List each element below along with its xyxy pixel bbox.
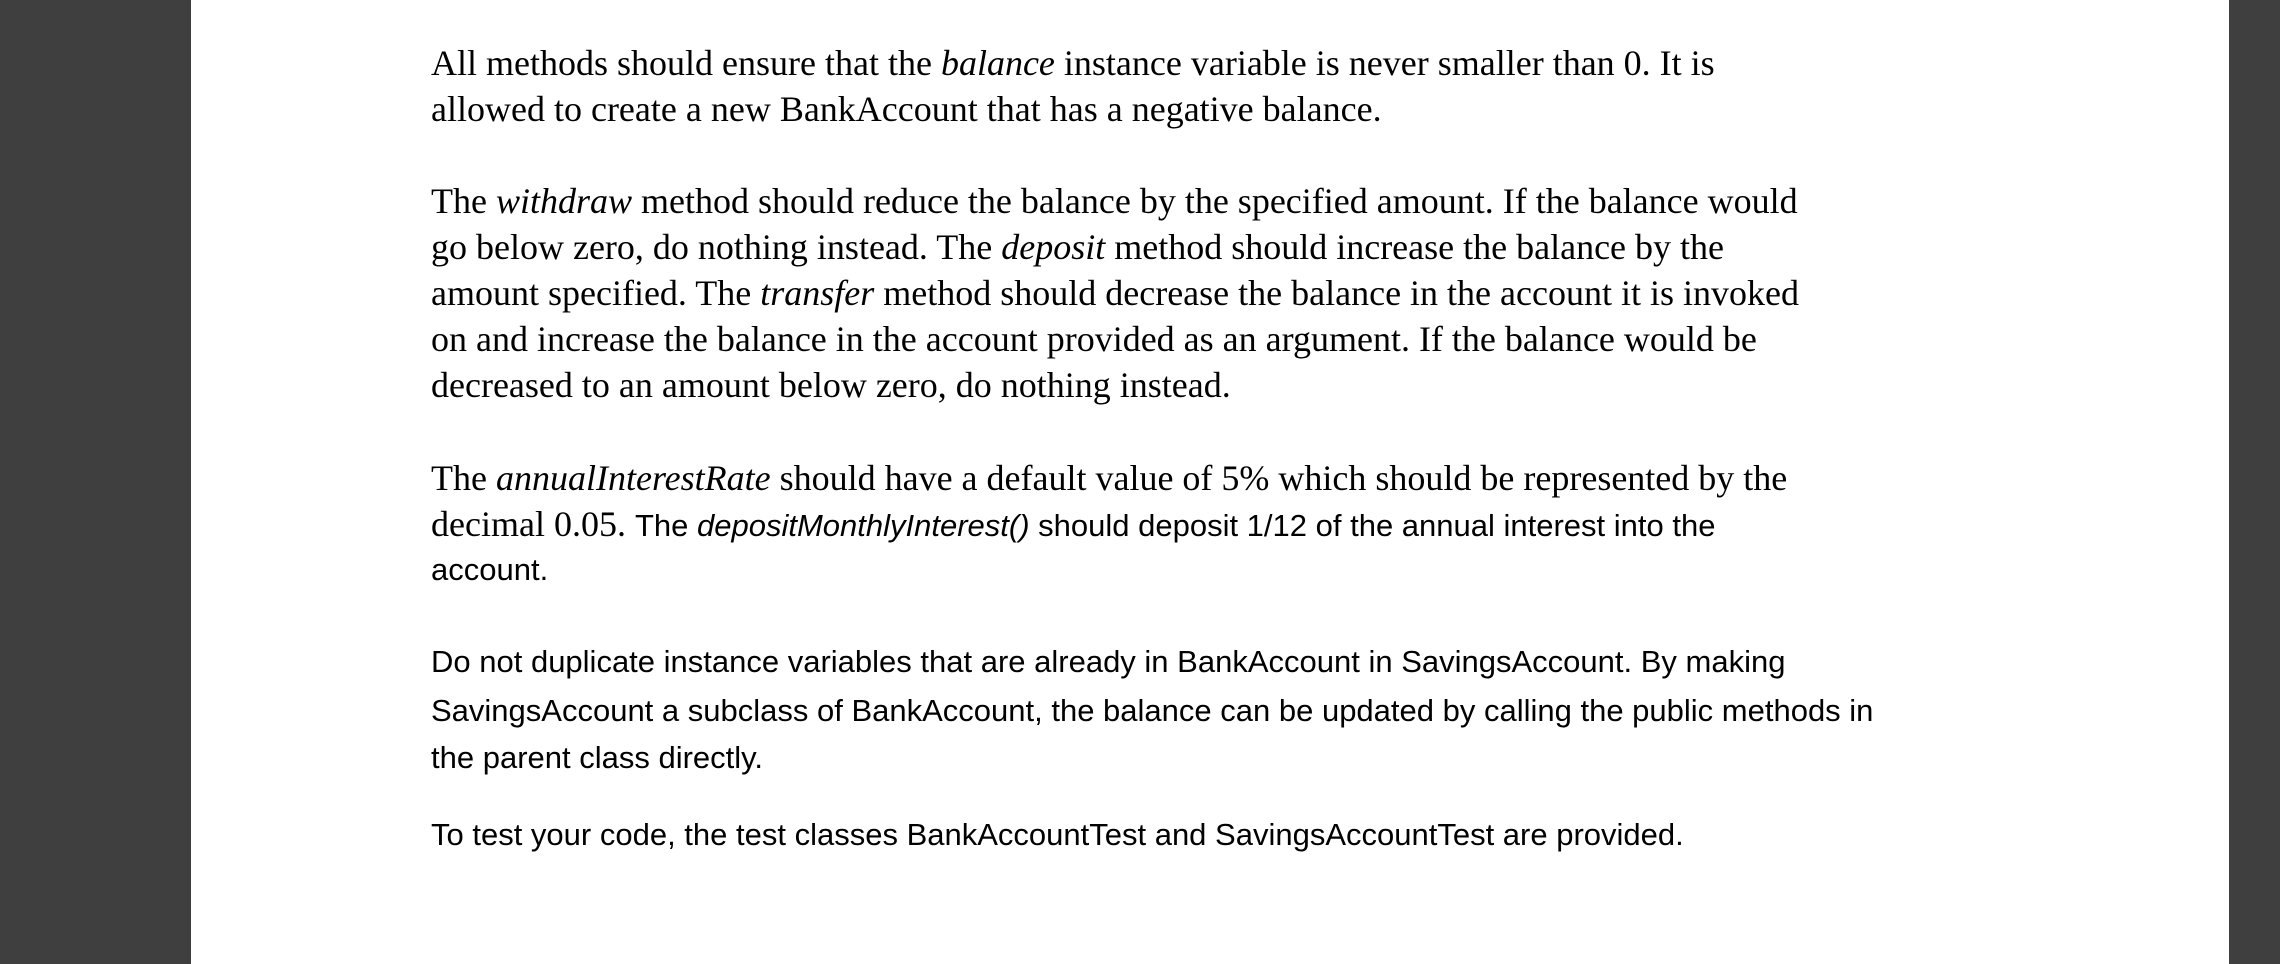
text-run-italic: annualInterestRate (495, 458, 771, 498)
text-line (431, 455, 1787, 501)
text-run: decimal 0.05. (431, 504, 635, 544)
text-run: The (634, 508, 697, 543)
text-line: account. (431, 552, 549, 587)
text-run: method should reduce the balance by the specified amount. If the balance would (632, 181, 1798, 221)
text-line (431, 224, 1724, 270)
text-line: SavingsAccount a subclass of BankAccount, the balance can be updated by calling the public methods in (431, 693, 1874, 728)
text-run-italic: deposit (1001, 227, 1106, 267)
text-run: should have a default value of 5% which should be represented by the (770, 458, 1788, 498)
text-run: method should increase the balance by the (1105, 227, 1725, 267)
text-line (431, 270, 1799, 316)
text-line: decreased to an amount below zero, do nothing instead. (431, 365, 1231, 405)
text-run-italic: depositMonthlyInterest() (696, 508, 1030, 543)
text-run-italic: transfer (760, 273, 875, 313)
document-page (191, 0, 2229, 964)
text-line (431, 178, 1798, 224)
text-run: go below zero, do nothing instead. The (431, 227, 1002, 267)
text-run-italic: balance (940, 43, 1055, 83)
text-run: All methods should ensure that the (431, 43, 941, 83)
text-line: the parent class directly. (431, 740, 763, 775)
text-run: should deposit 1/12 of the annual interest into the (1029, 508, 1716, 543)
text-run-italic: withdraw (495, 181, 633, 221)
text-line: Do not duplicate instance variables that are already in BankAccount in SavingsAccount. By making (431, 644, 1786, 679)
text-line: To test your code, the test classes BankAccountTest and SavingsAccountTest are provided. (431, 817, 1684, 852)
text-run: method should decrease the balance in the account it is invoked (874, 273, 1799, 313)
text-run: The (431, 181, 496, 221)
text-run: amount specified. The (431, 273, 761, 313)
text-line (431, 501, 1715, 547)
text-line (431, 40, 1715, 86)
text-line: on and increase the balance in the account provided as an argument. If the balance would be (431, 319, 1757, 359)
text-run: The (431, 458, 496, 498)
text-run: instance variable is never smaller than 0. It is (1054, 43, 1715, 83)
text-line: allowed to create a new BankAccount that has a negative balance. (431, 89, 1382, 129)
